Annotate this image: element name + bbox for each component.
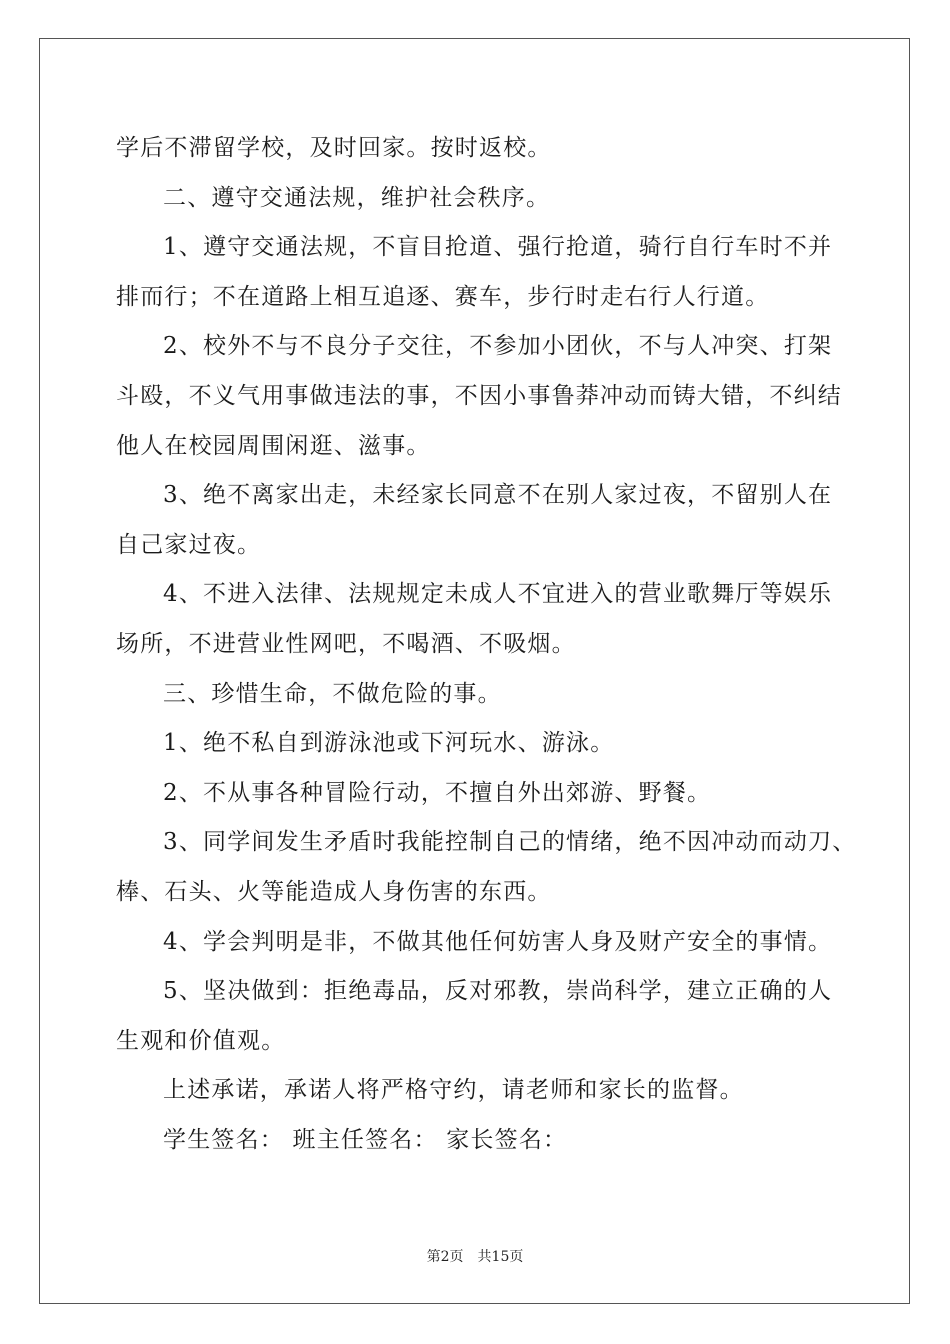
text-line: 他人在校园周围闲逛、滋事。 bbox=[116, 432, 431, 459]
text-line: 3、同学间发生矛盾时我能控制自己的情绪，绝不因冲动而动刀、 bbox=[163, 829, 857, 856]
closing-statement: 上述承诺，承诺人将严格守约，请老师和家长的监督。 bbox=[163, 1077, 744, 1104]
section-heading: 三、珍惜生命，不做危险的事。 bbox=[163, 680, 502, 707]
text-line: 4、不进入法律、法规规定未成人不宜进入的营业歌舞厅等娱乐 bbox=[163, 581, 833, 608]
document-body bbox=[116, 128, 857, 1169]
text-line: 学后不滞留学校，及时回家。按时返校。 bbox=[116, 135, 552, 161]
page-total: 共15页 bbox=[477, 1249, 524, 1265]
text-line: 生观和价值观。 bbox=[116, 1027, 286, 1054]
text-line: 3、绝不离家出走，未经家长同意不在别人家过夜，不留别人在 bbox=[163, 482, 833, 509]
signature-line: 学生签名： 班主任签名： 家长签名： bbox=[163, 1126, 568, 1153]
text-line: 场所，不进营业性网吧，不喝酒、不吸烟。 bbox=[116, 630, 576, 657]
text-line: 排而行；不在道路上相互追逐、赛车，步行时走右行人行道。 bbox=[116, 283, 770, 310]
page-footer bbox=[0, 1246, 950, 1266]
section-heading: 二、遵守交通法规，维护社会秩序。 bbox=[163, 184, 551, 211]
text-line: 1、绝不私自到游泳池或下河玩水、游泳。 bbox=[163, 730, 615, 757]
text-line: 1、遵守交通法规，不盲目抢道、强行抢道，骑行自行车时不并 bbox=[163, 234, 833, 261]
text-line: 棒、石头、火等能造成人身伤害的东西。 bbox=[116, 878, 552, 905]
page-number: 第2页 bbox=[426, 1249, 464, 1265]
text-line: 自己家过夜。 bbox=[116, 531, 262, 558]
text-line: 4、学会判明是非，不做其他任何妨害人身及财产安全的事情。 bbox=[163, 928, 833, 955]
text-line: 斗殴，不义气用事做违法的事，不因小事鲁莽冲动而铸大错，不纠结 bbox=[116, 382, 842, 409]
text-line: 5、坚决做到：拒绝毒品，反对邪教，崇尚科学，建立正确的人 bbox=[163, 978, 833, 1005]
text-line: 2、不从事各种冒险行动，不擅自外出郊游、野餐。 bbox=[163, 779, 712, 806]
text-line: 2、校外不与不良分子交往，不参加小团伙，不与人冲突、打架 bbox=[163, 333, 833, 360]
